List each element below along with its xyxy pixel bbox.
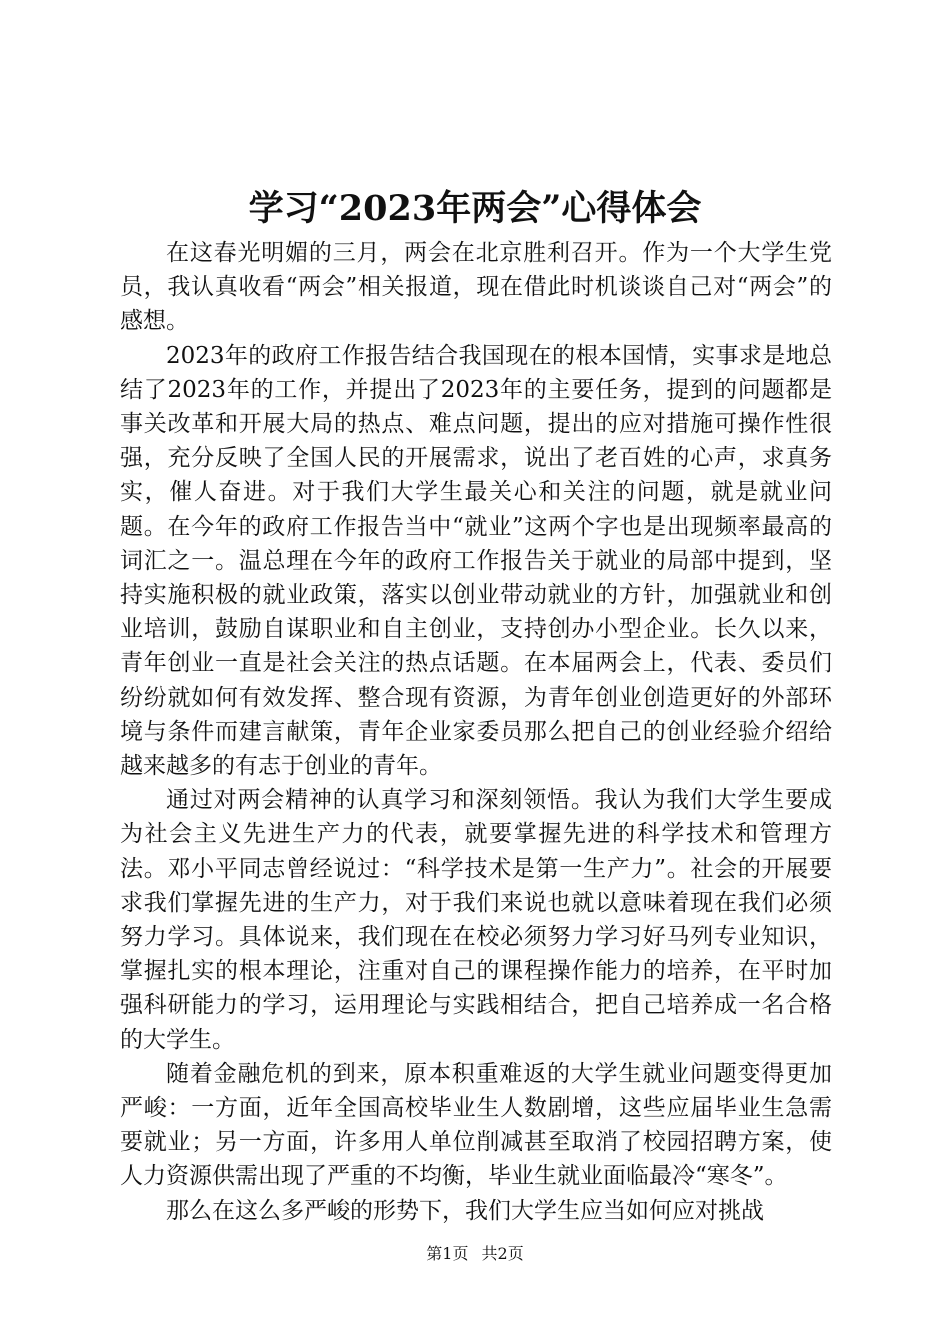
- paragraph-2: 2023年的政府工作报告结合我国现在的根本国情，实事求是地总结了2023年的工作，并提出了2023年的主要任务，提到的问题都是事关改革和开展大局的热点、难点问题，提出的应对措施可操作性很强，充分反映了全国人民的开展需求，说出了老百姓的心声，求真务实，催人奋进。对于我们大学生最关心和关注的问题，就是就业问题。在今年的政府工作报告当中“就业”这两个字也是出现频率最高的词汇之一。温总理在今年的政府工作报告关于就业的局部中提到，坚持实施积极的就业政策，落实以创业带动就业的方针，加强就业和创业培训，鼓励自谋职业和自主创业，支持创办小型企业。长久以来，青年创业一直是社会关注的热点话题。在本届两会上，代表、委员们纷纷就如何有效发挥、整合现有资源，为青年创业创造更好的外部环境与条件而建言献策，青年企业家委员那么把自己的创业经验介绍给越来越多的有志于创业的青年。: [120, 342, 832, 780]
- document-body: [120, 236, 832, 1228]
- page-number: 第1页: [426, 1244, 469, 1263]
- paragraph-1: 在这春光明媚的三月，两会在北京胜利召开。作为一个大学生党员，我认真收看“两会”相关报道，现在借此时机谈谈自己对“两会”的感想。: [120, 240, 832, 335]
- paragraph-5: 那么在这么多严峻的形势下，我们大学生应当如何应对挑战: [166, 1197, 764, 1224]
- paragraph-3: 通过对两会精神的认真学习和深刻领悟。我认为我们大学生要成为社会主义先进生产力的代表，就要掌握先进的科学技术和管理方法。邓小平同志曾经说过：“科学技术是第一生产力”。社会的开展要求我们掌握先进的生产力，对于我们来说也就以意味着现在我们必须努力学习。具体说来，我们现在在校必须努力学习好马列专业知识，掌握扎实的根本理论，注重对自己的课程操作能力的培养，在平时加强科研能力的学习，运用理论与实践相结合，把自己培养成一名合格的大学生。: [120, 787, 832, 1053]
- document-title: 学习“2023年两会”心得体会: [248, 188, 702, 229]
- page-footer: [0, 1243, 950, 1265]
- paragraph-4: 随着金融危机的到来，原本积重难返的大学生就业问题变得更加严峻：一方面，近年全国高校毕业生人数剧增，这些应届毕业生急需要就业；另一方面，许多用人单位削减甚至取消了校园招聘方案，使人力资源供需出现了严重的不均衡，毕业生就业面临最冷“寒冬”。: [120, 1060, 832, 1190]
- page-total: 共2页: [481, 1244, 524, 1263]
